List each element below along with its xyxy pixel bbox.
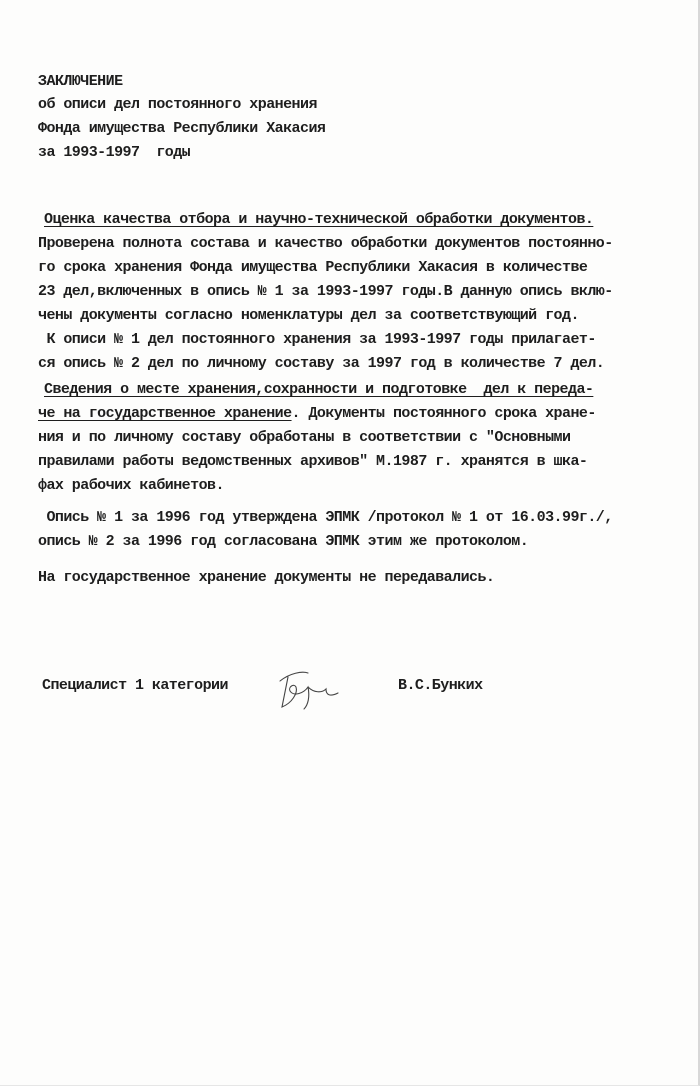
section2-line: ния и по личному составу обработаны в соответствии с "Основными <box>38 429 571 446</box>
section1-heading: Оценка качества отбора и научно-технической обработки документов. <box>44 211 594 228</box>
title-line-4: за 1993-1997 годы <box>38 144 191 161</box>
handwritten-signature <box>270 663 350 713</box>
section2-heading: Сведения о месте хранения,сохранности и подготовке дел к переда- <box>44 381 594 398</box>
section1-line: 23 дел,включенных в опись № 1 за 1993-1997 годы.В данную опись вклю- <box>38 283 613 300</box>
section1-line: ся опись № 2 дел по личному составу за 1997 год в количестве 7 дел. <box>38 355 605 372</box>
title-line-3: Фонда имущества Республики Хакасия <box>38 120 326 137</box>
document-title: ЗАКЛЮЧЕНИЕ <box>38 73 123 90</box>
section2-first-line <box>38 404 596 424</box>
section3-line: опись № 2 за 1996 год согласована ЭПМК этим же протоколом. <box>38 533 529 550</box>
section1-line: чены документы согласно номенклатуры дел за соответствующий год. <box>38 307 579 324</box>
signer-name: В.С.Бунких <box>398 677 483 694</box>
section2-line-rest: . Документы постоянного срока хране- <box>291 405 596 422</box>
section2-line: фах рабочих кабинетов. <box>38 477 224 494</box>
section1-line: го срока хранения Фонда имущества Республики Хакасия в количестве <box>38 259 588 276</box>
title-line-2: об описи дел постоянного хранения <box>38 96 317 113</box>
section1-line: Проверена полнота состава и качество обработки документов постоянно- <box>38 235 613 252</box>
section4-line: На государственное хранение документы не передавались. <box>38 569 495 586</box>
section2-heading-continued: че на государственное хранение <box>38 405 292 422</box>
signer-position: Специалист 1 категории <box>42 677 228 694</box>
section2-line: правилами работы ведомственных архивов" М.1987 г. хранятся в шка- <box>38 453 588 470</box>
section3-line: Опись № 1 за 1996 год утверждена ЭПМК /протокол № 1 от 16.03.99г./, <box>38 509 613 526</box>
section1-line: К описи № 1 дел постоянного хранения за 1993-1997 годы прилагает- <box>38 331 596 348</box>
